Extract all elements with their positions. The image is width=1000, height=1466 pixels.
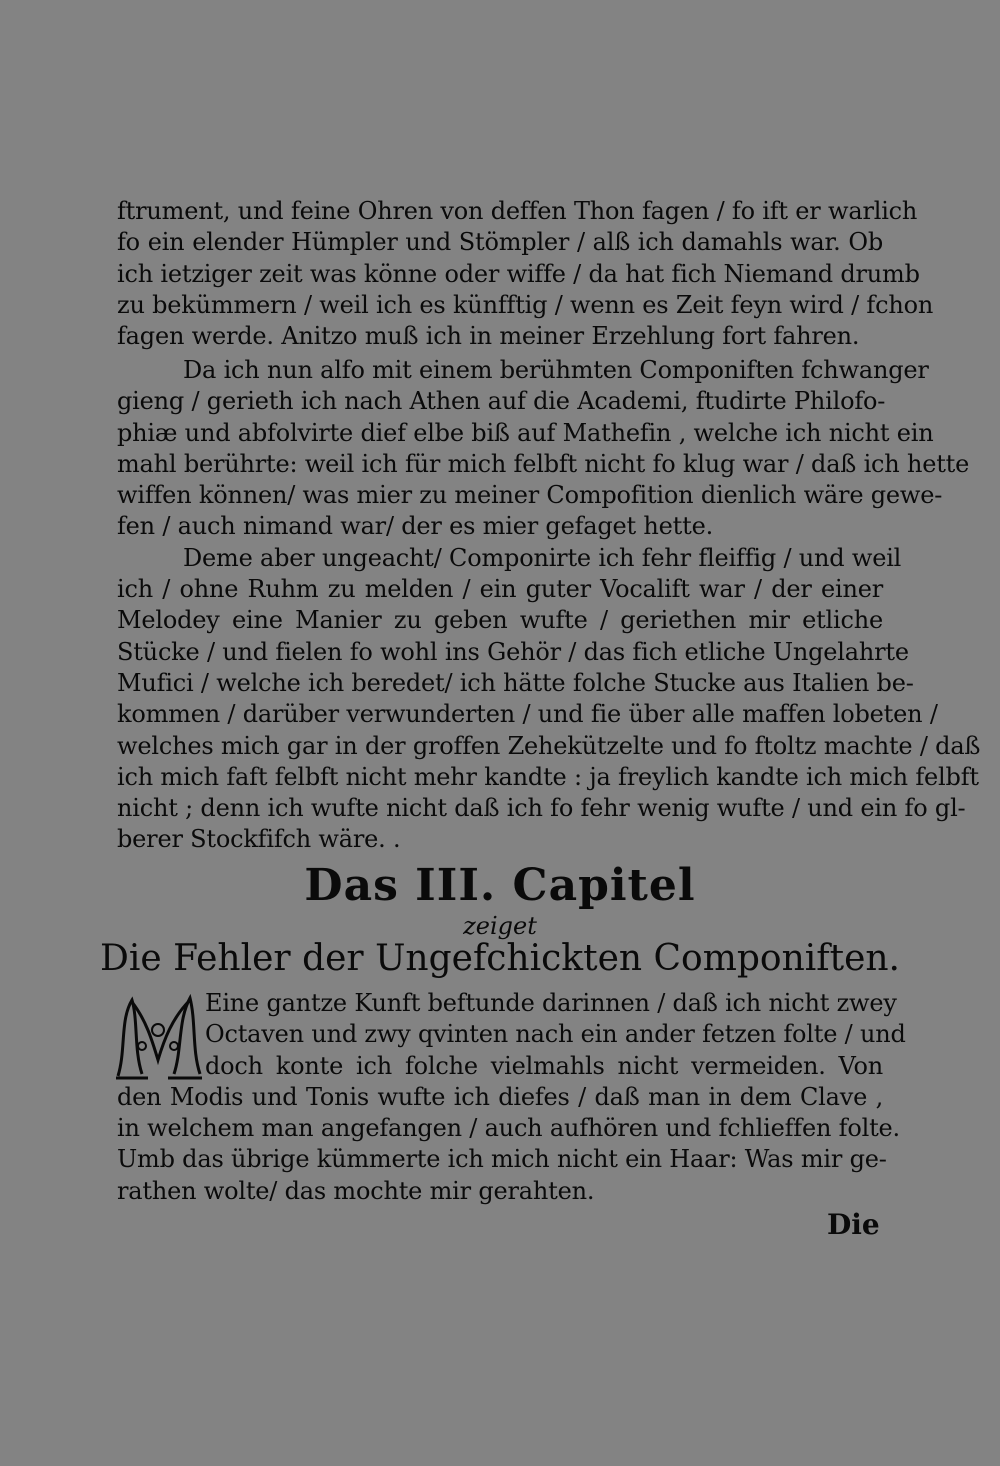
text-line: berer Stockfifch wäre. .	[117, 825, 401, 854]
text-line: ich ietziger zeit was könne oder wiffe / da hat fich Niemand drumb	[117, 259, 920, 288]
catchword: Die	[827, 1208, 880, 1241]
text-line: den Modis und Tonis wufte ich diefes / daß man in dem Clave ,	[117, 1082, 883, 1111]
text-line: zu bekümmern / weil ich es künfftig / wenn es Zeit feyn wird / fchon	[117, 290, 934, 319]
text-line: nicht ; denn ich wufte nicht daß ich fo fehr wenig wufte / und ein fo gl-	[117, 794, 966, 823]
text-line: Mufici / welche ich beredet/ ich hätte folche Stucke aus Italien be-	[117, 668, 914, 697]
text-line: doch konte ich folche vielmahls nicht vermeiden. Von	[205, 1051, 883, 1080]
text-line: Eine gantze Kunft beftunde darinnen / daß ich nicht zwey	[205, 989, 897, 1017]
text-line: rathen wolte/ das mochte mir gerahten.	[117, 1176, 595, 1205]
text-line: Stücke / und fielen fo wohl ins Gehör / das fich etliche Ungelahrte	[117, 637, 909, 666]
chapter-zeiget: zeiget	[463, 912, 537, 940]
text-line: Deme aber ungeacht/ Componirte ich fehr fleiffig / und weil	[183, 543, 902, 572]
text-line: gieng / gerieth ich nach Athen auf die Academi, ftudirte Philofo-	[117, 387, 886, 416]
text-line: Octaven und zwy qvinten nach ein ander fetzen folte / und	[205, 1020, 906, 1049]
text-line: fen / auch nimand war/ der es mier gefaget hette.	[117, 512, 714, 541]
text-line: fo ein elender Hümpler und Stömpler / alß ich damahls war. Ob	[117, 228, 883, 257]
text-line: Umb das übrige kümmerte ich mich nicht ein Haar: Was mir ge-	[117, 1145, 887, 1174]
text-line: welches mich gar in der groffen Zehekützelte und fo ftoltz machte / daß	[117, 731, 981, 760]
text-line: phiæ und abfolvirte dief elbe biß auf Mathefin , welche ich nicht ein	[117, 418, 934, 447]
text-line: Da ich nun alfo mit einem berühmten Componiften fchwanger	[183, 356, 929, 384]
text-line: Melodey eine Manier zu geben wufte / geriethen mir etliche	[117, 606, 883, 635]
text-line: fagen werde. Anitzo muß ich in meiner Erzehlung fort fahren.	[117, 322, 860, 351]
chapter-title: Das III. Capitel	[304, 860, 696, 911]
text-line: wiffen können/ was mier zu meiner Compofition dienlich wäre gewe-	[117, 481, 943, 510]
paragraph-athens	[117, 355, 981, 856]
text-line: in welchem man angefangen / auch aufhören und fchlieffen folte.	[117, 1114, 900, 1143]
text-line: mahl berührte: weil ich für mich felbft nicht fo klug war / daß ich hette	[117, 449, 970, 478]
text-line: ftrument, und feine Ohren von deffen Thon fagen / fo ift er warlich	[117, 197, 918, 225]
text-line: ich mich faft felbft nicht mehr kandte : ja freylich kandte ich mich felbft	[117, 762, 979, 791]
paragraph-continued	[117, 196, 934, 352]
chapter-subtitle: Die Fehler der Ungefchickten Componiften.	[99, 938, 901, 979]
text-line: ich / ohne Ruhm zu melden / ein guter Vocalift war / der einer	[117, 575, 883, 604]
text-line: kommen / darüber verwunderten / und fie über alle maffen lobeten /	[117, 700, 938, 729]
paragraph-chapter-start	[117, 988, 906, 1207]
